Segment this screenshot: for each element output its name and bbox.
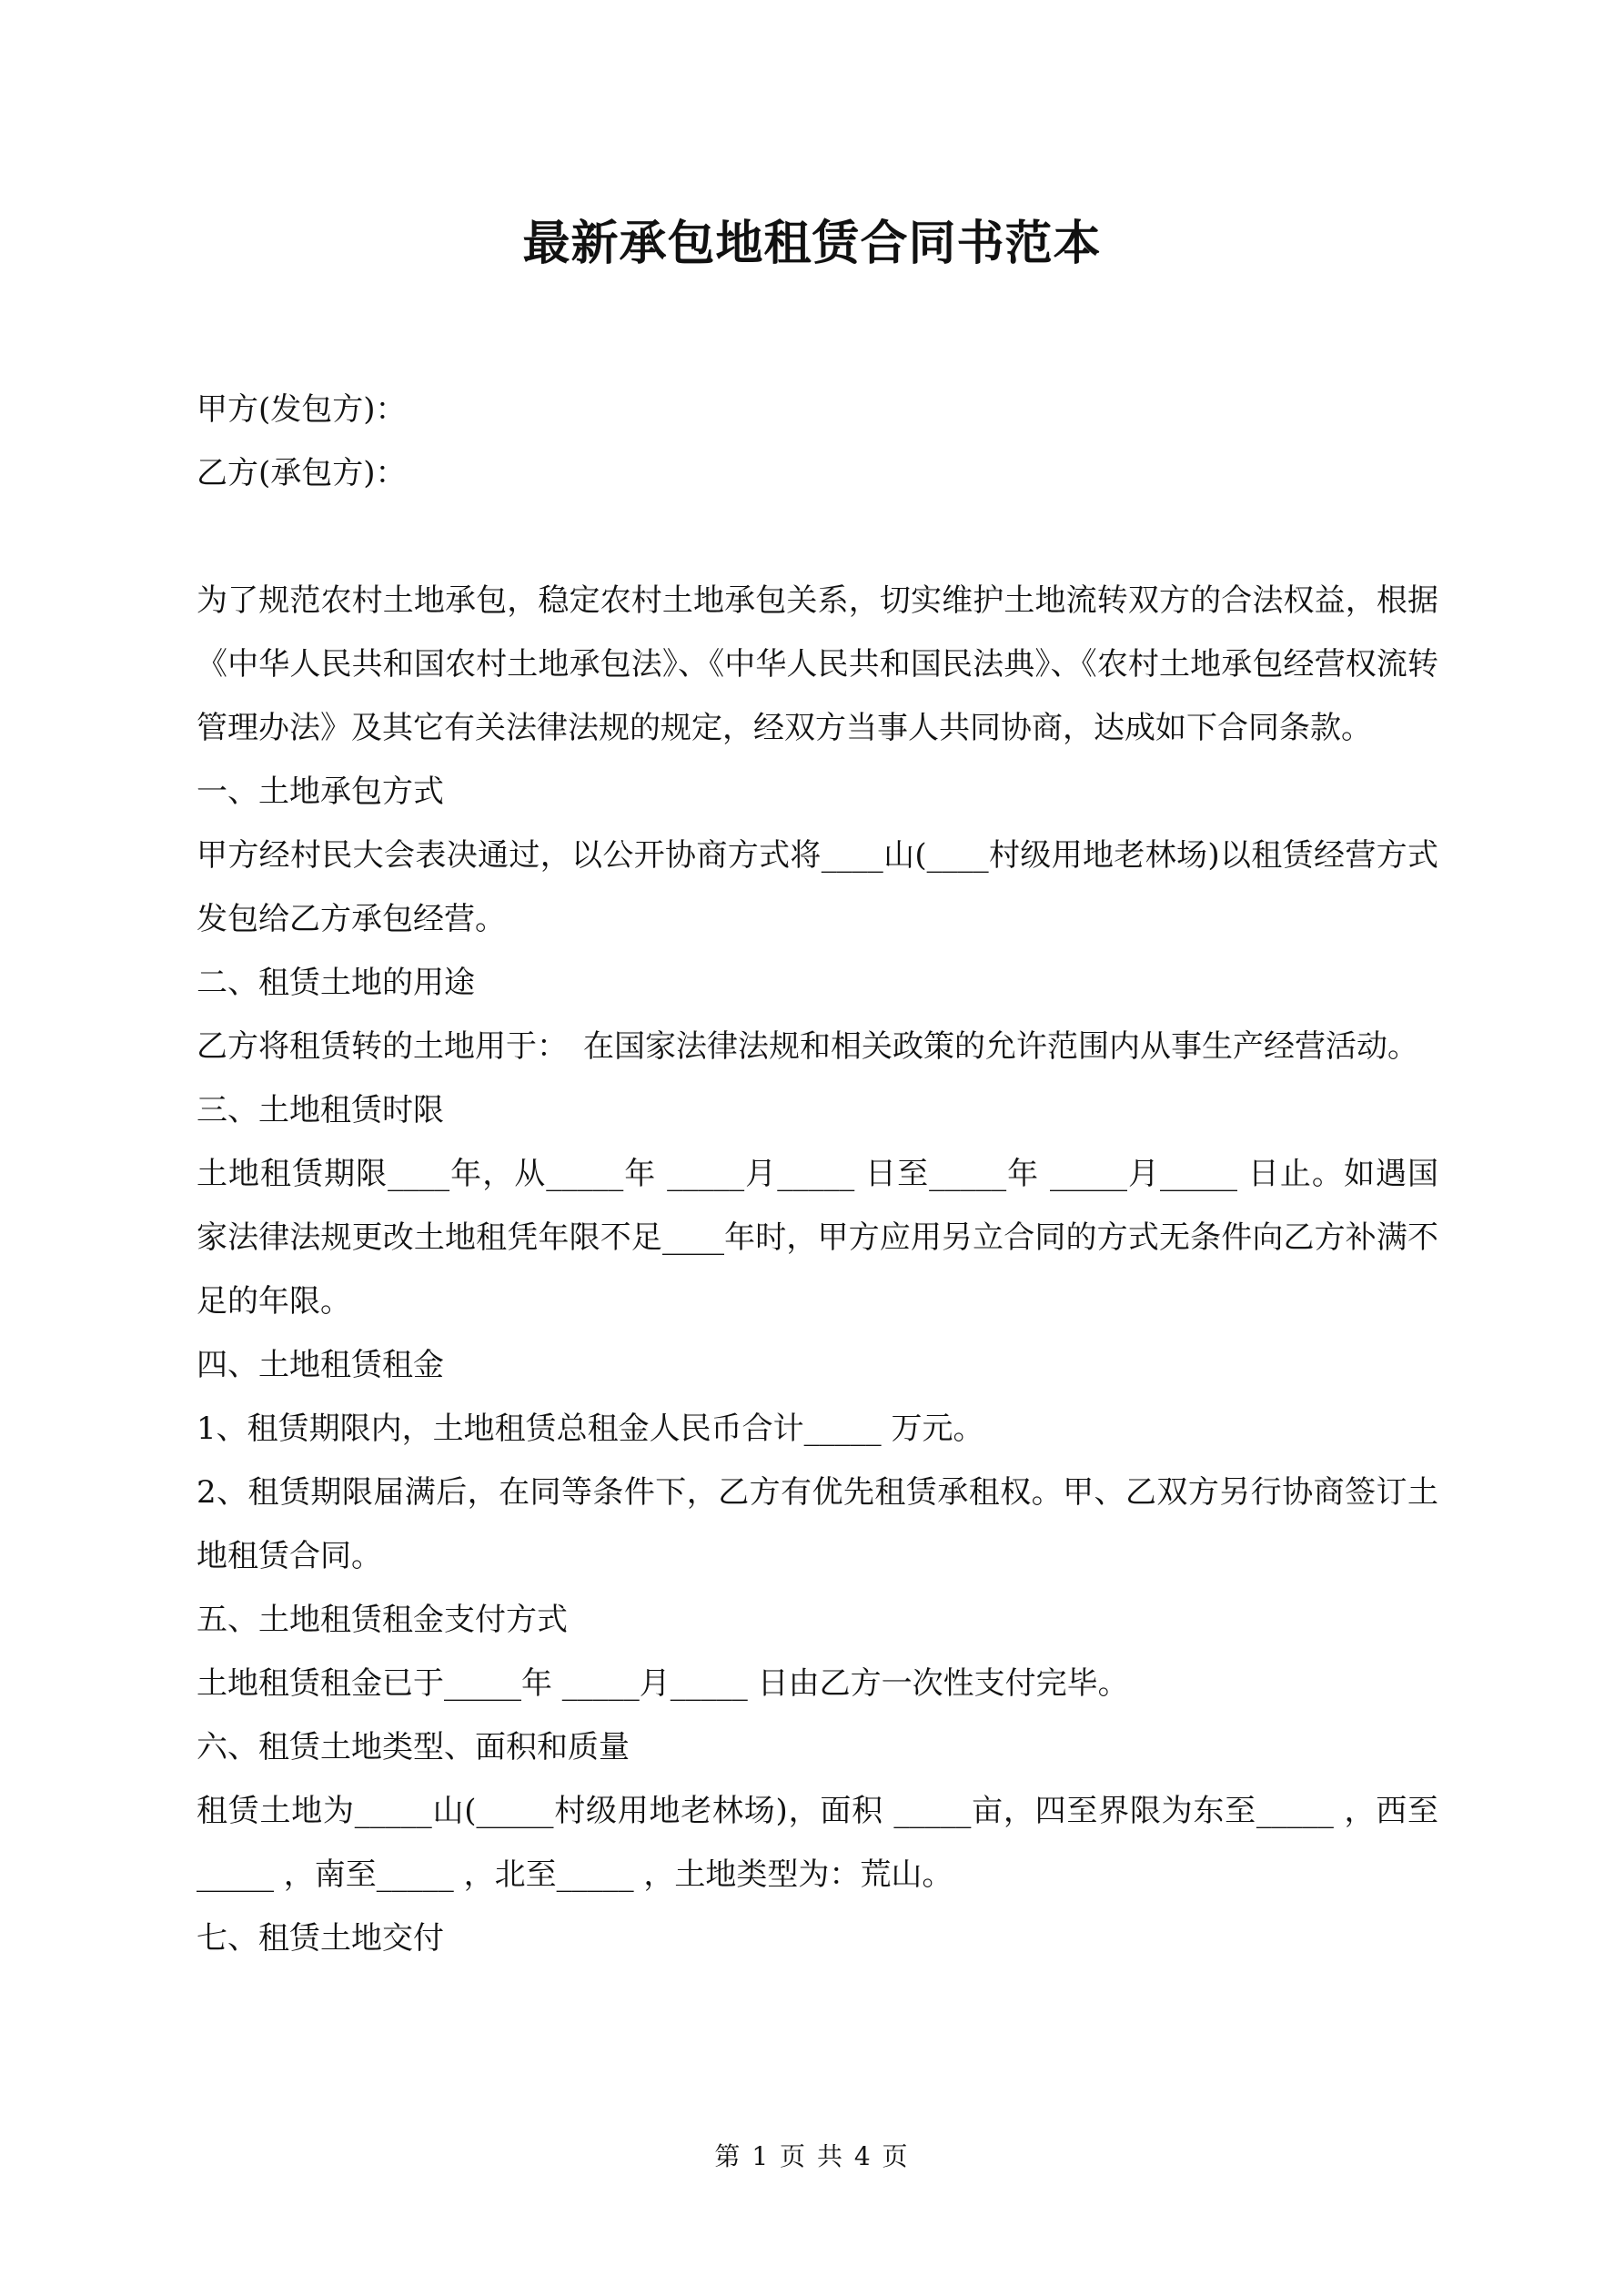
section-paragraph: 乙方将租赁转的土地用于： 在国家法律法规和相关政策的允许范围内从事生产经营活动。: [197, 1028, 1418, 1065]
section-paragraph: 2、租赁期限届满后，在同等条件下，乙方有优先租赁承租权。甲、乙双方另行协商签订土地租赁合同。: [197, 1474, 1438, 1574]
section-heading-3: 三、土地租赁时限: [197, 1092, 444, 1128]
section-paragraph: 土地租赁期限____年，从_____年 _____月_____ 日至_____年 _____月_____ 日止。如遇国家法律法规更改土地租凭年限不足____年时，甲方应用另立合同的方式无条件向乙方补满不足的年限。: [197, 1156, 1438, 1320]
section-paragraph: 甲方经村民大会表决通过，以公开协商方式将____山(____村级用地老林场)以租赁经营方式发包给乙方承包经营。: [197, 837, 1438, 937]
section-heading-5: 五、土地租赁租金支付方式: [197, 1602, 568, 1638]
page-title: 最新承包地租赁合同书范本: [522, 216, 1102, 271]
spacer: [197, 505, 1438, 569]
party-b-line: 乙方(承包方)：: [197, 455, 407, 491]
section-heading-7: 七、租赁土地交付: [197, 1920, 444, 1957]
section-heading-1: 一、土地承包方式: [197, 774, 444, 810]
section-heading-6: 六、租赁土地类型、面积和质量: [197, 1729, 630, 1765]
document-body: [197, 378, 1438, 1970]
section-paragraph: 租赁土地为_____山(_____村级用地老林场)，面积 _____亩，四至界限为东至_____ ，西至_____ ，南至_____ ，北至_____ ，土地类型为：荒山。: [197, 1793, 1438, 1893]
party-a-line: 甲方(发包方)：: [197, 391, 407, 428]
preamble-paragraph: 为了规范农村土地承包，稳定农村土地承包关系，切实维护土地流转双方的合法权益，根据《中华人民共和国农村土地承包法》、《中华人民共和国民法典》、《农村土地承包经营权流转管理办法》及其它有关法律法规的规定，经双方当事人共同协商，达成如下合同条款。: [197, 582, 1438, 746]
section-paragraph: 1、租赁期限内，土地租赁总租金人民币合计_____ 万元。: [197, 1411, 984, 1447]
page-number-footer: 第 1 页 共 4 页: [714, 2141, 910, 2171]
section-heading-4: 四、土地租赁租金: [197, 1347, 444, 1383]
section-paragraph: 土地租赁租金已于_____年 _____月_____ 日由乙方一次性支付完毕。: [197, 1665, 1129, 1702]
section-heading-2: 二、租赁土地的用途: [197, 965, 475, 1001]
